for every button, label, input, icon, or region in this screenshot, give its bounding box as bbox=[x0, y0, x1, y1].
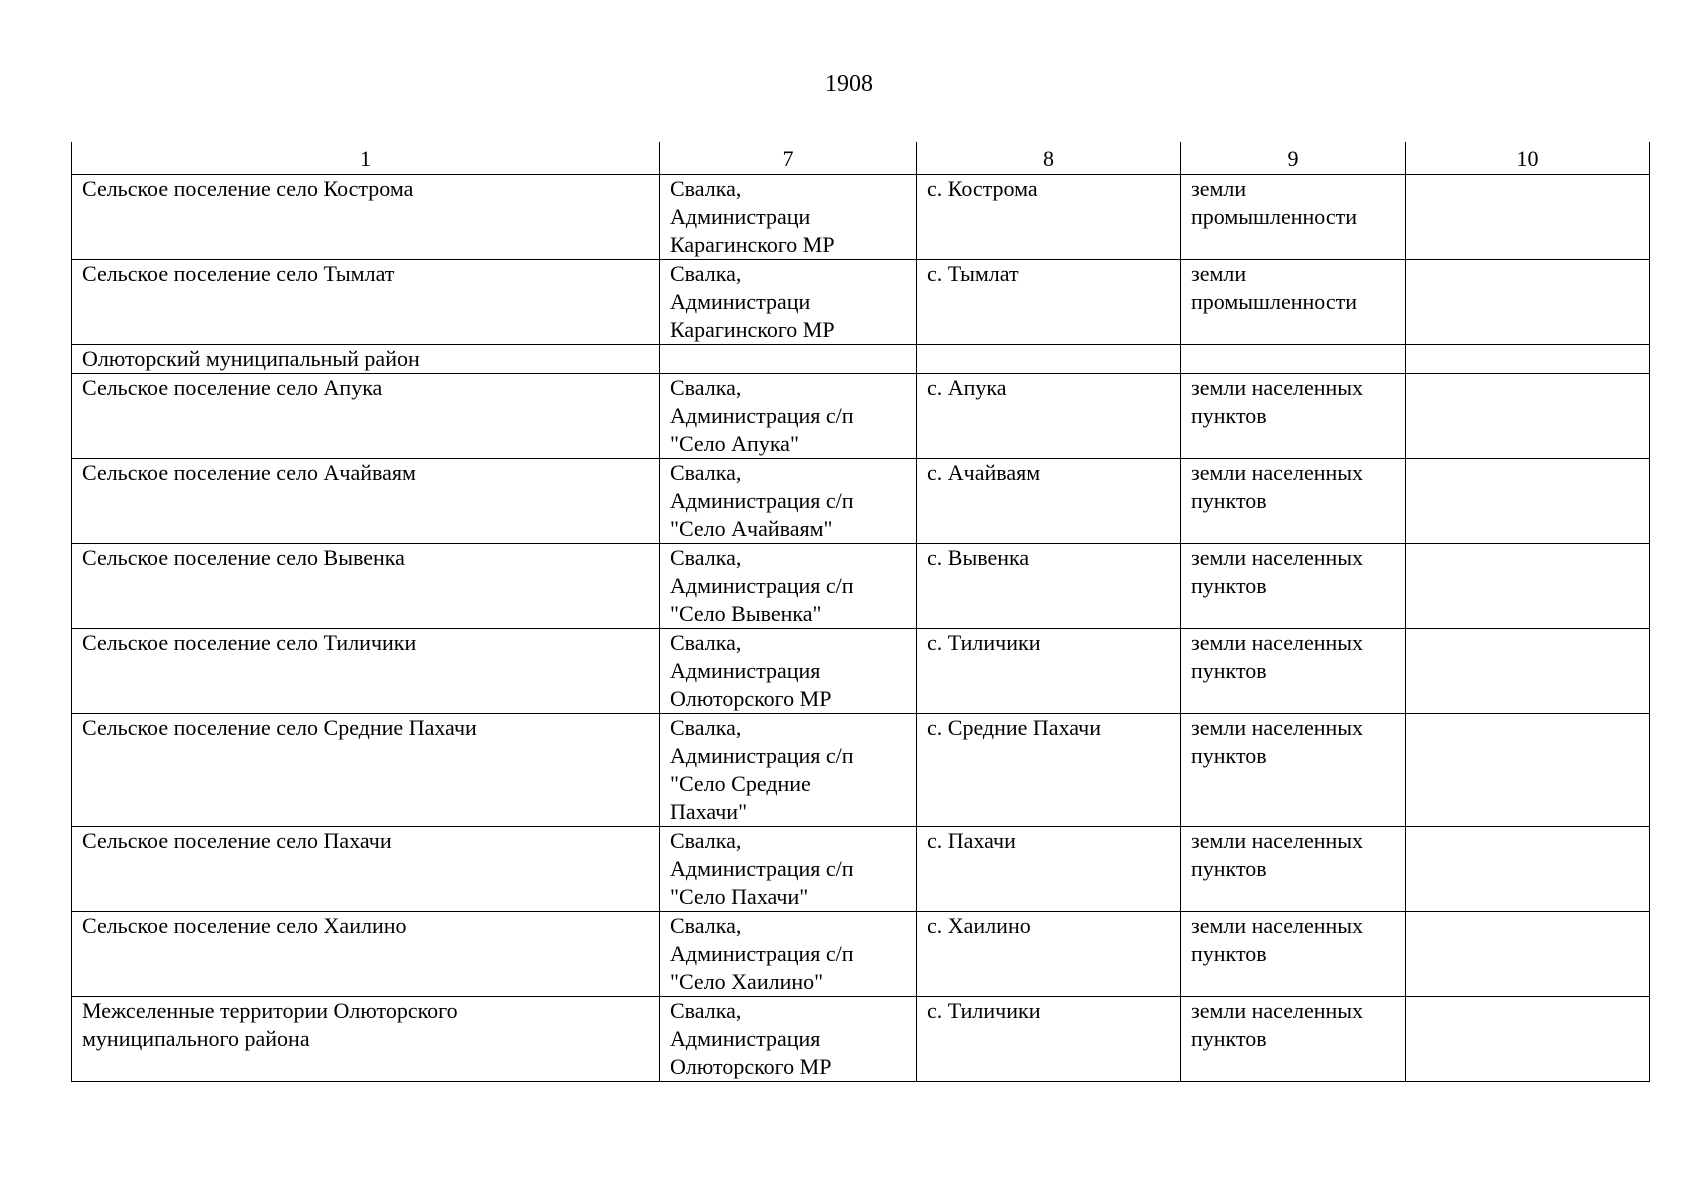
cell-location bbox=[917, 260, 1181, 345]
cell-col10 bbox=[1406, 175, 1650, 260]
cell-text-line: Олюторского МР bbox=[670, 686, 832, 711]
cell-col10 bbox=[1406, 345, 1650, 374]
cell-text-line: Олюторского МР bbox=[670, 1054, 832, 1079]
cell-col10 bbox=[1406, 997, 1650, 1082]
cell-territory bbox=[72, 374, 660, 459]
cell-text-line: земли населенных bbox=[1191, 715, 1364, 740]
cell-col10 bbox=[1406, 544, 1650, 629]
table-row bbox=[72, 714, 1650, 827]
cell-text-line: с. Тымлат bbox=[927, 261, 1019, 286]
cell-text-line: земли населенных bbox=[1191, 998, 1364, 1023]
cell-text-line: земли населенных bbox=[1191, 545, 1364, 570]
cell-text-line: промышленности bbox=[1191, 204, 1357, 229]
header-cell-col8: 8 bbox=[917, 142, 1181, 175]
cell-col10 bbox=[1406, 374, 1650, 459]
cell-text-line: с. Тиличики bbox=[927, 998, 1041, 1023]
cell-land-category bbox=[1181, 260, 1406, 345]
header-row bbox=[72, 142, 1650, 175]
cell-text-line: земли населенных bbox=[1191, 460, 1364, 485]
cell-text-line: Свалка, bbox=[670, 261, 742, 286]
cell-text-line: земли населенных bbox=[1191, 630, 1364, 655]
cell-object bbox=[660, 260, 917, 345]
cell-text-line: Администрация с/п bbox=[670, 856, 854, 881]
cell-land-category bbox=[1181, 629, 1406, 714]
cell-text-line: Администраци bbox=[670, 289, 811, 314]
table-row bbox=[72, 544, 1650, 629]
cell-text-line: с. Хаилино bbox=[927, 913, 1031, 938]
cell-territory bbox=[72, 175, 660, 260]
cell-land-category bbox=[1181, 827, 1406, 912]
cell-text-line: Администрация с/п bbox=[670, 941, 854, 966]
cell-text-line: Карагинского МР bbox=[670, 232, 835, 257]
cell-text-line: земли bbox=[1191, 261, 1247, 286]
cell-object bbox=[660, 912, 917, 997]
cell-text-line: Администрация с/п bbox=[670, 743, 854, 768]
cell-text-line: земли населенных bbox=[1191, 375, 1364, 400]
page-number: 1908 bbox=[825, 71, 873, 97]
cell-location bbox=[917, 629, 1181, 714]
cell-location bbox=[917, 175, 1181, 260]
cell-text-line: "Село Апука" bbox=[670, 431, 799, 456]
cell-text-line: с. Пахачи bbox=[927, 828, 1016, 853]
cell-location bbox=[917, 714, 1181, 827]
table-row bbox=[72, 629, 1650, 714]
header-cell-col10: 10 bbox=[1406, 142, 1650, 175]
cell-text-line: Свалка, bbox=[670, 460, 742, 485]
cell-text-line: пунктов bbox=[1191, 1026, 1267, 1051]
cell-text-line: Сельское поселение село Ачайваям bbox=[82, 460, 416, 485]
cell-text-line: Свалка, bbox=[670, 828, 742, 853]
cell-text-line: Администрация с/п bbox=[670, 403, 854, 428]
cell-location bbox=[917, 827, 1181, 912]
cell-location bbox=[917, 374, 1181, 459]
cell-text-line: Сельское поселение село Тымлат bbox=[82, 261, 395, 286]
cell-object bbox=[660, 374, 917, 459]
header-cell-col9: 9 bbox=[1181, 142, 1406, 175]
data-table bbox=[71, 142, 1650, 1082]
cell-object bbox=[660, 714, 917, 827]
cell-text-line: Администрация bbox=[670, 658, 821, 683]
cell-location bbox=[917, 997, 1181, 1082]
header-cell-col7: 7 bbox=[660, 142, 917, 175]
cell-text-line: пунктов bbox=[1191, 941, 1267, 966]
table-row bbox=[72, 175, 1650, 260]
cell-location bbox=[917, 345, 1181, 374]
table-body bbox=[72, 175, 1650, 1082]
cell-text-line: пунктов bbox=[1191, 403, 1267, 428]
cell-land-category bbox=[1181, 345, 1406, 374]
header-cell-col1: 1 bbox=[72, 142, 660, 175]
cell-territory bbox=[72, 997, 660, 1082]
cell-location bbox=[917, 459, 1181, 544]
cell-land-category bbox=[1181, 714, 1406, 827]
cell-text-line: Свалка, bbox=[670, 375, 742, 400]
cell-text-line: с. Тиличики bbox=[927, 630, 1041, 655]
cell-text-line: с. Вывенка bbox=[927, 545, 1030, 570]
cell-text-line: Сельское поселение село Кострома bbox=[82, 176, 414, 201]
cell-col10 bbox=[1406, 260, 1650, 345]
cell-text-line: пунктов bbox=[1191, 743, 1267, 768]
cell-text-line: Администраци bbox=[670, 204, 811, 229]
cell-text-line: Свалка, bbox=[670, 545, 742, 570]
cell-text-line: Администрация bbox=[670, 1026, 821, 1051]
cell-text-line: земли населенных bbox=[1191, 913, 1364, 938]
cell-text-line: "Село Ачайваям" bbox=[670, 516, 833, 541]
table-row bbox=[72, 997, 1650, 1082]
cell-text-line: земли bbox=[1191, 176, 1247, 201]
cell-territory bbox=[72, 544, 660, 629]
cell-text-line: Свалка, bbox=[670, 630, 742, 655]
cell-land-category bbox=[1181, 912, 1406, 997]
table-row bbox=[72, 345, 1650, 374]
cell-text-line: пунктов bbox=[1191, 856, 1267, 881]
cell-text-line: с. Кострома bbox=[927, 176, 1038, 201]
cell-land-category bbox=[1181, 544, 1406, 629]
cell-land-category bbox=[1181, 374, 1406, 459]
cell-object bbox=[660, 629, 917, 714]
cell-object bbox=[660, 345, 917, 374]
cell-territory bbox=[72, 827, 660, 912]
cell-text-line: Олюторский муниципальный район bbox=[82, 346, 420, 371]
cell-text-line: Сельское поселение село Тиличики bbox=[82, 630, 417, 655]
cell-text-line: Администрация с/п bbox=[670, 573, 854, 598]
cell-object bbox=[660, 827, 917, 912]
cell-text-line: пунктов bbox=[1191, 488, 1267, 513]
cell-land-category bbox=[1181, 997, 1406, 1082]
cell-text-line: "Село Хаилино" bbox=[670, 969, 824, 994]
cell-text-line: Свалка, bbox=[670, 913, 742, 938]
cell-text-line: Сельское поселение село Апука bbox=[82, 375, 383, 400]
cell-col10 bbox=[1406, 714, 1650, 827]
cell-col10 bbox=[1406, 459, 1650, 544]
cell-text-line: Карагинского МР bbox=[670, 317, 835, 342]
table-row bbox=[72, 912, 1650, 997]
cell-text-line: Сельское поселение село Пахачи bbox=[82, 828, 392, 853]
cell-text-line: муниципального района bbox=[82, 1026, 310, 1051]
cell-text-line: пунктов bbox=[1191, 573, 1267, 598]
cell-location bbox=[917, 912, 1181, 997]
cell-object bbox=[660, 997, 917, 1082]
cell-text-line: Администрация с/п bbox=[670, 488, 854, 513]
cell-text-line: с. Средние Пахачи bbox=[927, 715, 1102, 740]
cell-land-category bbox=[1181, 459, 1406, 544]
cell-text-line: Межселенные территории Олюторского bbox=[82, 998, 458, 1023]
cell-territory bbox=[72, 629, 660, 714]
cell-text-line: Сельское поселение село Средние Пахачи bbox=[82, 715, 477, 740]
cell-text-line: "Село Вывенка" bbox=[670, 601, 822, 626]
cell-territory bbox=[72, 345, 660, 374]
cell-text-line: с. Апука bbox=[927, 375, 1007, 400]
table-header bbox=[72, 142, 1650, 175]
cell-col10 bbox=[1406, 912, 1650, 997]
cell-text-line: "Село Средние bbox=[670, 771, 811, 796]
table-row bbox=[72, 260, 1650, 345]
cell-text-line: пунктов bbox=[1191, 658, 1267, 683]
cell-object bbox=[660, 544, 917, 629]
cell-object bbox=[660, 175, 917, 260]
table-row bbox=[72, 827, 1650, 912]
cell-text-line: Пахачи" bbox=[670, 799, 748, 824]
cell-location bbox=[917, 544, 1181, 629]
cell-territory bbox=[72, 260, 660, 345]
cell-object bbox=[660, 459, 917, 544]
cell-territory bbox=[72, 714, 660, 827]
cell-text-line: Свалка, bbox=[670, 998, 742, 1023]
table-row bbox=[72, 374, 1650, 459]
cell-col10 bbox=[1406, 629, 1650, 714]
cell-territory bbox=[72, 912, 660, 997]
cell-land-category bbox=[1181, 175, 1406, 260]
cell-text-line: Сельское поселение село Хаилино bbox=[82, 913, 407, 938]
cell-text-line: Свалка, bbox=[670, 176, 742, 201]
cell-text-line: Сельское поселение село Вывенка bbox=[82, 545, 405, 570]
cell-text-line: земли населенных bbox=[1191, 828, 1364, 853]
cell-col10 bbox=[1406, 827, 1650, 912]
cell-text-line: с. Ачайваям bbox=[927, 460, 1041, 485]
cell-text-line: промышленности bbox=[1191, 289, 1357, 314]
cell-territory bbox=[72, 459, 660, 544]
cell-text-line: Свалка, bbox=[670, 715, 742, 740]
table-row bbox=[72, 459, 1650, 544]
cell-text-line: "Село Пахачи" bbox=[670, 884, 809, 909]
